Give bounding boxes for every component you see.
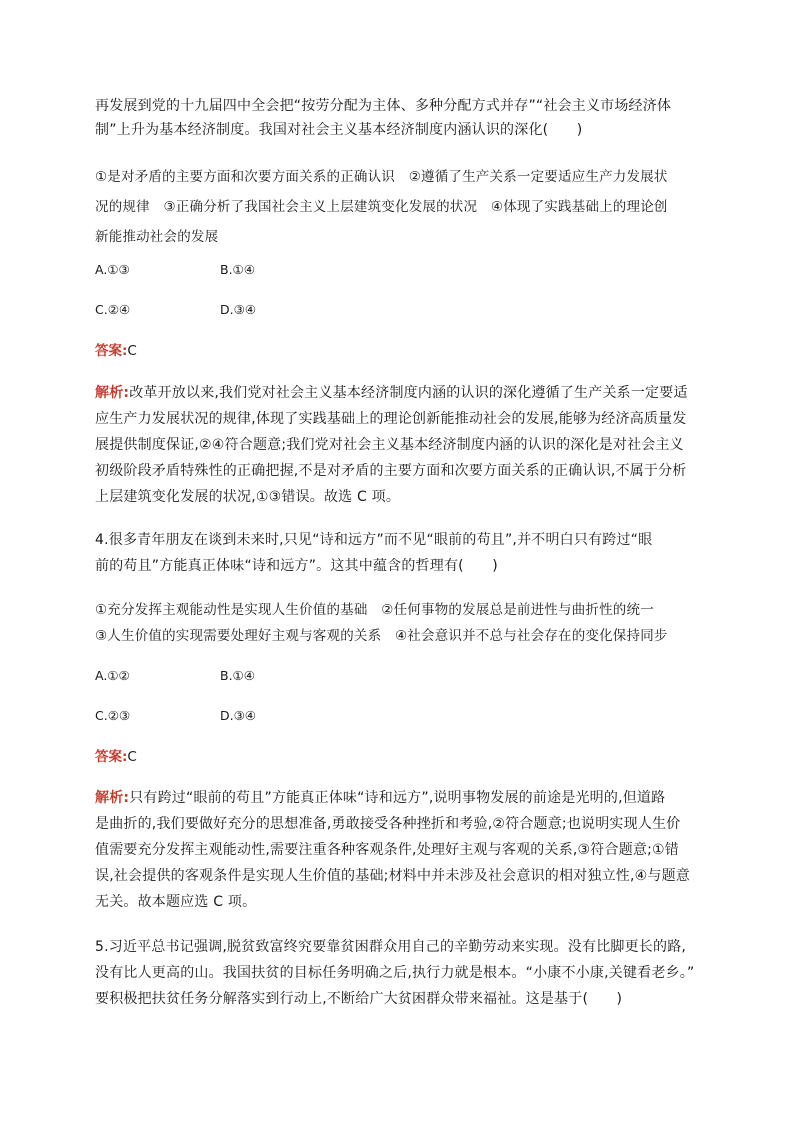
analysis-line: 初级阶段矛盾特殊性的正确把握,不是对矛盾的主要方面和次要方面关系的正确认识,不属于分析: [95, 463, 687, 479]
q3-option-d: D.③④: [220, 302, 257, 317]
analysis-line: 误,社会提供的客观条件是实现人生价值的基础;材料中并未涉及社会意识的相对独立性,④与题意: [95, 868, 690, 884]
q4-statement-line: ③人生价值的实现需要处理好主观与客观的关系 ④社会意识并不总与社会存在的变化保持同步: [95, 628, 668, 644]
q3-stem-line: 制”上升为基本经济制度。我国对社会主义基本经济制度内涵认识的深化( ): [95, 122, 583, 138]
analysis-line: 是曲折的,我们要做好充分的思想准备,勇敢接受各种挫折和考验,②符合题意;也说明实现人生价: [95, 816, 681, 832]
analysis-line: 改革开放以来,我们党对社会主义基本经济制度内涵的认识的深化遵循了生产关系一定要适: [129, 385, 688, 401]
q3-option-b: B.①④: [220, 262, 255, 277]
q4-stem: [95, 528, 705, 578]
analysis-label: 解析:: [95, 385, 130, 401]
q3-stem-line: 再发展到党的十九届四中全会把“按劳分配为主体、多种分配方式并存”“社会主义市场经济体: [95, 98, 672, 114]
analysis-line: 展提供制度保证,②④符合题意;我们党对社会主义基本经济制度内涵的认识的深化是对社会主义: [95, 437, 684, 453]
q5-stem-line: 5.习近平总书记强调,脱贫致富终究要靠贫困群众用自己的辛勤劳动来实现。没有比脚更长的路,: [95, 939, 687, 955]
q4-stem-line: 4.很多青年朋友在谈到未来时,只见“诗和远方”而不见“眼前的苟且”,并不明白只有跨过“眼: [95, 532, 653, 548]
q4-statement-line: ①充分发挥主观能动性是实现人生价值的基础 ②任何事物的发展总是前进性与曲折性的统一: [95, 602, 654, 618]
q4-statements: [95, 598, 705, 648]
analysis-line: 应生产力发展状况的规律,体现了实践基础上的理论创新能推动社会的发展,能够为经济高质量发: [95, 411, 687, 427]
analysis-line: 只有跨过“眼前的苟且”方能真正体味“诗和远方”,说明事物发展的前途是光明的,但道路: [129, 790, 666, 806]
answer-value: C: [127, 343, 137, 359]
q3-statement-line: 况的规律 ③正确分析了我国社会主义上层建筑变化发展的状况 ④体现了实践基础上的理论创: [95, 199, 668, 215]
analysis-line: 值需要充分发挥主观能动性,需要注重各种客观条件,处理好主观与客观的关系,③符合题意;①错: [95, 842, 679, 858]
q4-option-a: A.①②: [95, 668, 130, 683]
q4-option-d: D.③④: [220, 708, 257, 723]
q4-option-b: B.①④: [220, 668, 255, 683]
q5-stem: [95, 935, 705, 1011]
q4-stem-line: 前的苟且”方能真正体味“诗和远方”。这其中蕴含的哲理有( ): [95, 558, 498, 574]
analysis-line: 无关。故本题应选 C 项。: [95, 894, 257, 910]
q4-option-c: C.②③: [95, 708, 131, 723]
analysis-label: 解析:: [95, 790, 130, 806]
q3-answer: [95, 342, 137, 360]
q5-stem-line: 要积极把扶贫任务分解落实到行动上,不断给广大贫困群众带来福祉。这是基于( ): [95, 991, 623, 1007]
q3-analysis: [95, 381, 705, 509]
answer-label: 答案:: [95, 343, 128, 359]
q3-stem: [95, 94, 705, 142]
q3-option-c: C.②④: [95, 302, 131, 317]
q3-option-a: A.①③: [95, 262, 130, 277]
q3-statement-line: ①是对矛盾的主要方面和次要方面关系的正确认识 ②遵循了生产关系一定要适应生产力发展状: [95, 169, 668, 185]
q4-analysis: [95, 786, 705, 914]
analysis-line: 上层建筑变化发展的状况,①③错误。故选 C 项。: [95, 489, 401, 505]
answer-value: C: [127, 749, 137, 765]
answer-label: 答案:: [95, 749, 128, 765]
q3-statement-line: 新能推动社会的发展: [95, 229, 219, 245]
q3-statements: [95, 165, 705, 249]
q5-stem-line: 没有比人更高的山。我国扶贫的目标任务明确之后,执行力就是根本。“小康不小康,关键看老乡。”: [95, 965, 695, 981]
q4-answer: [95, 748, 137, 766]
